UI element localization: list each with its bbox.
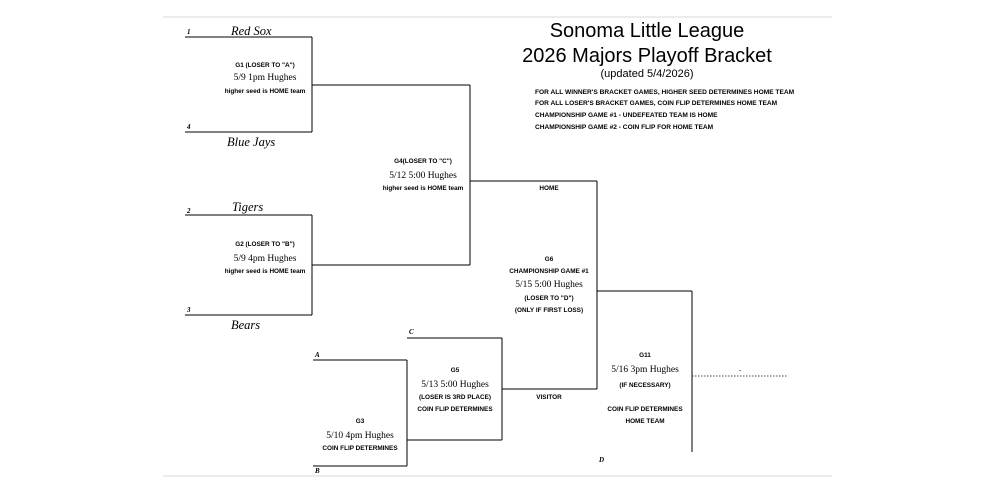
g5-third-place-note: (LOSER IS 3RD PLACE) [418,394,492,401]
marker-c: C [409,328,414,336]
rule-2: FOR ALL LOSER'S BRACKET GAMES, COIN FLIP DETERMINES HOME TEAM [535,100,778,107]
marker-a: A [315,351,320,359]
marker-d: D [599,456,605,464]
g3-label: G3 [355,418,365,425]
title-line-1: Sonoma Little League [549,20,745,42]
title-line-2: 2026 Majors Playoff Bracket [522,45,772,67]
g6-first-loss-note: (ONLY IF FIRST LOSS) [514,307,584,314]
rule-1: FOR ALL WINNER'S BRACKET GAMES, HIGHER SEED DETERMINES HOME TEAM [535,89,795,96]
seed-bears: 3 [187,306,191,314]
g5-schedule: 5/13 5:00 Hughes [421,380,489,390]
g2-label: G2 (LOSER TO "B") [235,241,295,248]
seed-tigers: 2 [187,207,191,215]
g2-schedule: 5/9 4pm Hughes [233,254,297,264]
g6-label: G6 [544,256,554,263]
team-bears: Bears [231,318,261,332]
g6-visitor-slot: VISITOR [536,394,562,401]
seed-red-sox: 1 [187,28,191,36]
g6-title: CHAMPIONSHIP GAME #1 [509,268,589,275]
g11-coin-note: COIN FLIP DETERMINES [607,406,683,413]
g11-schedule: 5/16 3pm Hughes [611,365,679,375]
team-tigers: Tigers [232,200,264,214]
g6-loser-note: (LOSER TO "D") [524,295,574,302]
g3-schedule: 5/10 4pm Hughes [326,431,394,441]
g6-home-slot: HOME [539,185,559,192]
team-blue-jays: Blue Jays [227,135,276,149]
g3-coin-note: COIN FLIP DETERMINES [322,445,398,452]
g4-label: G4(LOSER TO "C") [394,158,452,165]
g1-schedule: 5/9 1pm Hughes [233,73,297,83]
rule-4: CHAMPIONSHIP GAME #2 - COIN FLIP FOR HOME TEAM [535,124,714,131]
rule-3: CHAMPIONSHIP GAME #1 - UNDEFEATED TEAM IS HOME [535,112,718,119]
team-red-sox: Red Sox [231,24,272,38]
g11-if-necessary-note: (IF NECESSARY) [619,382,671,389]
marker-b: B [315,467,320,475]
seed-blue-jays: 4 [187,123,191,131]
g11-home-note: HOME TEAM [625,418,665,425]
g4-schedule: 5/12 5:00 Hughes [389,171,457,181]
g11-label: G11 [639,352,651,359]
g1-home-note: higher seed is HOME team [224,88,306,95]
updated-date: (updated 5/4/2026) [600,68,694,80]
g4-home-note: higher seed is HOME team [382,185,464,192]
g5-label: G5 [450,367,460,374]
g5-coin-note: COIN FLIP DETERMINES [417,406,493,413]
g2-home-note: higher seed is HOME team [224,268,306,275]
champion-slot: . [739,366,741,373]
g6-schedule: 5/15 5:00 Hughes [515,280,583,290]
g1-label: G1 (LOSER TO "A") [235,62,295,69]
